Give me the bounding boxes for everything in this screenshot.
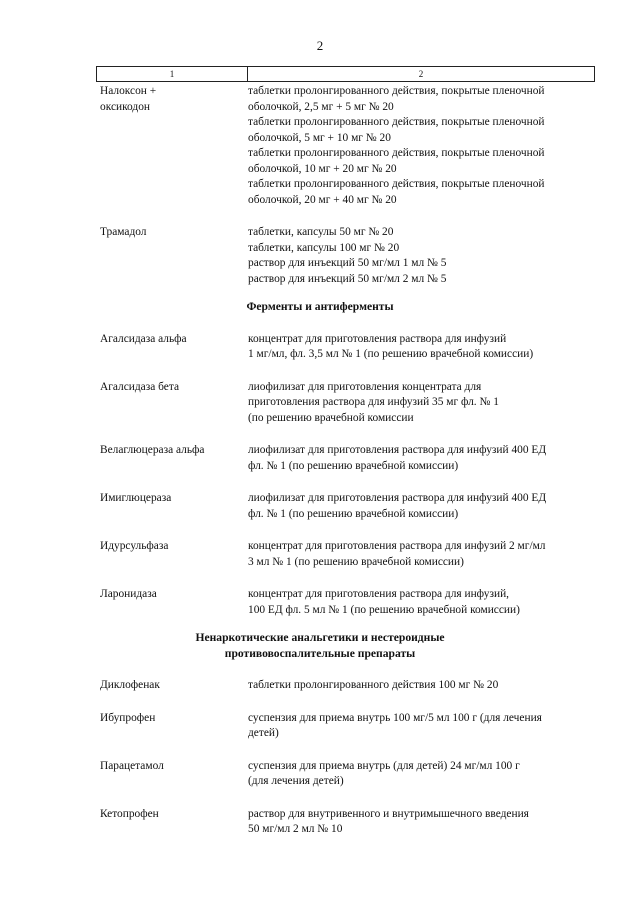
drug-name-line: Ларонидаза — [100, 588, 157, 600]
dosage-form-line: (по решению врачебной комиссии — [248, 411, 414, 424]
drug-name-line: Кетопрофен — [100, 807, 159, 820]
dosage-form-line: суспензия для приема внутрь (для детей) 24 мг/мл 100 г — [248, 759, 520, 772]
section-heading — [0, 299, 640, 315]
dosage-form-line: 1 мг/мл, фл. 3,5 мл № 1 (по решению врачебной комиссии) — [248, 348, 534, 360]
drug-name-line: Имиглюцераза — [100, 492, 172, 504]
table-column-header — [96, 66, 595, 82]
drug-name-line: Ибупрофен — [100, 711, 156, 724]
column-header-2: 2 — [418, 69, 424, 79]
section-heading-line: Ненаркотические анальгетики и нестероидные — [195, 631, 445, 644]
dosage-form-line: фл. № 1 (по решению врачебной комиссии) — [248, 459, 459, 472]
page-number: 2 — [316, 38, 324, 53]
dosage-form-line: таблетки пролонгированного действия, покрытые пленочной — [248, 116, 545, 128]
dosage-form-line: 3 мл № 1 (по решению врачебной комиссии) — [248, 555, 464, 568]
dosage-form-line: таблетки пролонгированного действия, покрытые пленочной — [248, 178, 545, 190]
drug-row — [100, 678, 595, 694]
dosage-form-line: фл. № 1 (по решению врачебной комиссии) — [248, 507, 459, 520]
dosage-form-line: раствор для внутривенного и внутримышечного введения — [248, 807, 529, 820]
drug-name-line: Диклофенак — [100, 679, 160, 691]
dosage-form-line: 50 мг/мл 2 мл № 10 — [248, 823, 343, 835]
dosage-forms — [248, 807, 595, 838]
dosage-forms — [248, 711, 595, 742]
drug-row — [100, 539, 595, 570]
dosage-form-line: детей) — [248, 727, 279, 739]
drug-name — [100, 678, 248, 694]
drug-row — [100, 491, 595, 522]
drug-name-line: оксикодон — [100, 100, 151, 113]
dosage-forms — [248, 491, 595, 522]
dosage-form-line: таблетки, капсулы 50 мг № 20 — [248, 226, 394, 238]
drug-row — [100, 380, 595, 427]
drug-name — [100, 380, 248, 427]
drug-name-line: Парацетамол — [100, 759, 164, 772]
dosage-form-line: оболочкой, 2,5 мг + 5 мг № 20 — [248, 100, 394, 113]
drug-name-line: Трамадол — [100, 226, 147, 238]
dosage-forms — [248, 759, 595, 790]
dosage-form-line: оболочкой, 10 мг + 20 мг № 20 — [248, 162, 397, 175]
dosage-forms — [248, 380, 595, 427]
dosage-form-line: раствор для инъекций 50 мг/мл 2 мл № 5 — [248, 272, 447, 285]
drug-name — [100, 759, 248, 790]
drug-row — [100, 84, 595, 208]
drug-row — [100, 807, 595, 838]
column-header-1: 1 — [97, 67, 248, 81]
dosage-form-line: таблетки, капсулы 100 мг № 20 — [248, 241, 400, 254]
dosage-form-line: концентрат для приготовления раствора для инфузий — [248, 332, 507, 345]
dosage-forms — [248, 678, 595, 694]
drug-name — [100, 711, 248, 742]
dosage-form-line: 100 ЕД фл. 5 мл № 1 (по решению врачебной комиссии) — [248, 603, 520, 616]
dosage-forms — [248, 84, 595, 208]
dosage-form-line: концентрат для приготовления раствора для инфузий 2 мг/мл — [248, 540, 546, 552]
drug-row — [100, 711, 595, 742]
drug-name — [100, 539, 248, 570]
dosage-form-line: таблетки пролонгированного действия, покрытые пленочной — [248, 85, 545, 97]
dosage-forms — [248, 443, 595, 474]
drug-row — [100, 587, 595, 618]
dosage-form-line: лиофилизат для приготовления концентрата для — [248, 380, 482, 393]
dosage-form-line: таблетки пролонгированного действия, покрытые пленочной — [248, 147, 545, 159]
dosage-forms — [248, 539, 595, 570]
drug-name — [100, 332, 248, 363]
dosage-form-line: приготовления раствора для инфузий 35 мг фл. № 1 — [248, 396, 499, 408]
dosage-form-line: лиофилизат для приготовления раствора для инфузий 400 ЕД — [248, 444, 547, 456]
section-heading — [0, 630, 640, 661]
dosage-forms — [248, 587, 595, 618]
drug-name-line: Агалсидаза альфа — [100, 332, 187, 345]
drug-row — [100, 225, 595, 287]
dosage-form-line: таблетки пролонгированного действия 100 мг № 20 — [248, 679, 499, 691]
drug-name-line: Налоксон + — [100, 85, 157, 97]
drug-name — [100, 84, 248, 208]
dosage-form-line: (для лечения детей) — [248, 775, 344, 787]
dosage-form-line: концентрат для приготовления раствора для инфузий, — [248, 588, 510, 600]
drug-name — [100, 587, 248, 618]
drug-name — [100, 807, 248, 838]
dosage-form-line: раствор для инъекций 50 мг/мл 1 мл № 5 — [248, 257, 447, 269]
drug-row — [100, 443, 595, 474]
dosage-forms — [248, 332, 595, 363]
drug-name — [100, 443, 248, 474]
drug-row — [100, 332, 595, 363]
drug-row — [100, 759, 595, 790]
dosage-form-line: оболочкой, 20 мг + 40 мг № 20 — [248, 193, 397, 206]
section-heading-line: противовоспалительные препараты — [224, 646, 416, 660]
section-heading-line: Ферменты и антиферменты — [246, 300, 394, 313]
drug-name — [100, 491, 248, 522]
dosage-form-line: оболочкой, 5 мг + 10 мг № 20 — [248, 131, 391, 144]
drug-table-body — [100, 84, 595, 838]
drug-name — [100, 225, 248, 287]
dosage-form-line: суспензия для приема внутрь 100 мг/5 мл 100 г (для лечения — [248, 711, 542, 724]
dosage-form-line: лиофилизат для приготовления раствора для инфузий 400 ЕД — [248, 492, 547, 504]
drug-name-line: Велаглюцераза альфа — [100, 444, 205, 456]
drug-name-line: Идурсульфаза — [100, 540, 169, 552]
dosage-forms — [248, 225, 595, 287]
drug-name-line: Агалсидаза бета — [100, 380, 180, 393]
